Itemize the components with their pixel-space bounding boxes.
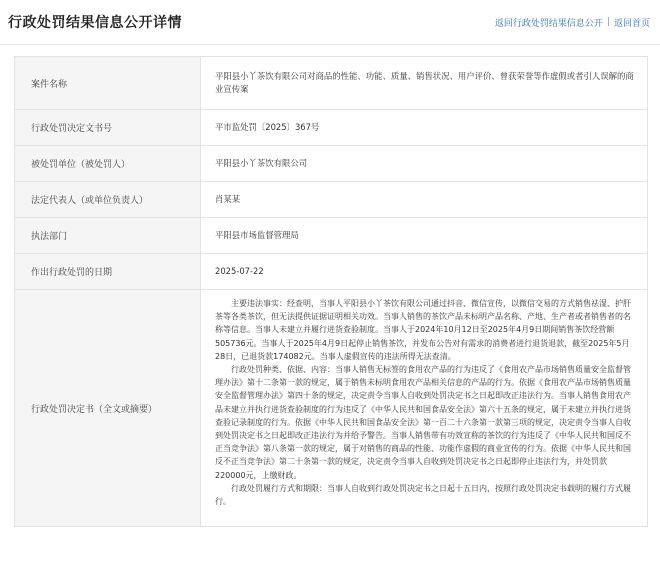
row-value: 2025-07-22	[215, 266, 264, 276]
table-row-legal-representative	[15, 182, 647, 218]
row-label: 被处罚单位（被处罚人）	[15, 146, 201, 181]
row-value: 平阳县市场监督管理局	[215, 230, 299, 240]
row-label: 案件名称	[15, 57, 201, 109]
row-value: 平阳县小丫茶饮有限公司对商品的性能、功能、质量、销售状况、用户评价、曾获荣誉等作虚假或者引人误解的商业宣传案	[215, 71, 634, 94]
row-value: 肖某某	[215, 194, 241, 204]
table-row-enforcement-department	[15, 218, 647, 254]
row-label: 行政处罚决定书（全文或摘要）	[15, 290, 201, 526]
table-row-case-name	[15, 57, 647, 110]
header-links	[495, 16, 650, 29]
table-row-decision-text	[15, 290, 647, 526]
row-label: 执法部门	[15, 218, 201, 253]
row-label: 行政处罚决定文书号	[15, 110, 201, 145]
link-separator: |	[606, 17, 610, 27]
row-value: 平市监处罚〔2025〕367号	[215, 122, 320, 132]
row-label: 法定代表人（或单位负责人）	[15, 182, 201, 217]
row-label: 作出行政处罚的日期	[15, 254, 201, 289]
page-header	[0, 0, 660, 45]
decision-paragraph-performance: 行政处罚履行方式和期限：当事人自收到行政处罚决定书之日起十五日内，按照行政处罚决定书载明的履行方式履行。	[215, 483, 631, 507]
table-row-document-number	[15, 110, 647, 146]
table-row-penalized-entity	[15, 146, 647, 182]
table-row-penalty-date	[15, 254, 647, 290]
decision-paragraph-penalty: 行政处罚种类、依据、内容：当事人销售无标签的食用农产品的行为违反了《食用农产品市场销售质量安全监督管理办法》第十二条第一款的规定，属于销售未标明食用农产品相关信息的产品的行为。依据《食用农产品市场销售质量安全监督管理办法》第四十条的规定，决定责令当事人自收到处罚决定书之日起即改正违法行为。当事人销售食用农产品未建立并执行进货查验制度的行为违反了《中华人民共和国食品安全法》第六十五条的规定，属于未建立并执行进货查验记录制度的行为。依据《中华人民共和国食品安全法》第一百二十六条第一款第三项的规定，决定责令当事人自收到处罚决定书之日起即改正违法行为并给予警告。当事人销售带有功效宣称的茶饮的行为违反了《中华人民共和国反不正当竞争法》第八条第一款的规定，属于对销售的商品的性能、功能作虚假的商业宣传的行为。依据《中华人民共和国反不正当竞争法》第二十条第一款的规定，决定责令当事人自收到处罚决定书之日起即停止违法行为，并处罚款 220000元，上缴财政。	[215, 365, 631, 480]
home-link[interactable]: 返回首页	[613, 18, 650, 29]
detail-table	[14, 56, 648, 527]
decision-paragraph-facts: 主要违法事实：经查明，当事人平阳县小丫茶饮有限公司通过抖音、微信宣传，以微信交易的方式销售祛湿、护肝茶等各类茶饮，但无法提供证据证明相关功效。当事人销售的茶饮产品未标明产品名称、产地、生产者或者销售者的名称等信息。当事人未建立并履行进货查验制度。当事人于2024年10月12日至2025年4月9日期间销售茶饮经营额505736元。当事人于2025年4月9日起停止销售茶饮，并发布公告对有需求的消费者进行退货退款，截至2025年5月28日，已退货款174082元。当事人虚假宣传的违法所得无法查清。	[215, 299, 631, 361]
back-to-list-link[interactable]: 返回行政处罚结果信息公开	[494, 18, 603, 29]
page-title: 行政处罚结果信息公开详情	[8, 15, 182, 31]
decision-text	[201, 290, 647, 526]
row-value: 平阳县小丫茶饮有限公司	[215, 158, 308, 168]
